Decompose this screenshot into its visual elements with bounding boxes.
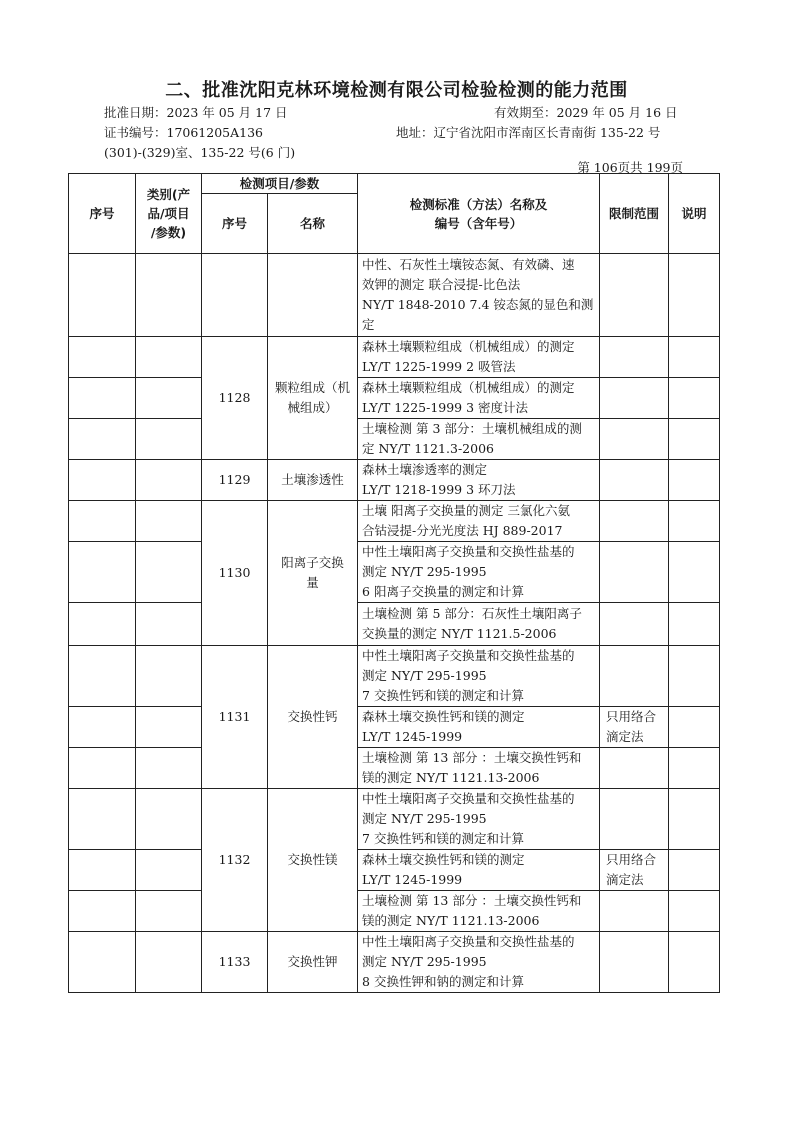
note-cell xyxy=(669,378,720,419)
standard-line: 土壤检测 第 13 部分 ：土壤交换性钙和 xyxy=(362,750,582,765)
table-row xyxy=(69,542,720,603)
col-header-standard-line: 编号（含年号） xyxy=(434,215,523,231)
limit-line: 滴定法 xyxy=(606,872,644,887)
note-cell xyxy=(669,707,720,748)
note-cell xyxy=(669,748,720,789)
category-cell xyxy=(136,748,202,789)
category-cell xyxy=(136,501,202,542)
item-seq-cell: 1133 xyxy=(202,932,268,993)
seq-cell xyxy=(69,850,136,891)
standard-line: LY/T 1225-1999 3 密度计法 xyxy=(362,400,529,415)
standard-line: 合钴浸提-分光光度法 HJ 889-2017 xyxy=(362,523,563,538)
col-header-note: 说明 xyxy=(669,174,720,254)
note-cell xyxy=(669,850,720,891)
seq-cell xyxy=(69,419,136,460)
col-header-standard-line: 检测标准（方法）名称及 xyxy=(409,196,548,212)
standard-line: 测定 NY/T 295-1995 xyxy=(362,564,487,579)
category-cell xyxy=(136,646,202,707)
limit-cell xyxy=(600,646,669,707)
seq-cell xyxy=(69,789,136,850)
limit-line: 只用络合 xyxy=(606,709,657,724)
note-cell xyxy=(669,254,720,337)
limit-cell xyxy=(600,891,669,932)
limit-line: 滴定法 xyxy=(606,729,644,744)
limit-cell xyxy=(600,419,669,460)
col-header-category-line: 品/项目 xyxy=(147,206,190,221)
standard-line: 森林土壤交换性钙和镁的测定 xyxy=(362,709,525,724)
limit-cell xyxy=(600,789,669,850)
note-cell xyxy=(669,460,720,501)
standard-line: 土壤检测 第 5 部分：石灰性土壤阳离子 xyxy=(362,606,582,621)
standard-cell xyxy=(358,748,600,789)
note-cell xyxy=(669,932,720,993)
standard-line: 7 交换性钙和镁的测定和计算 xyxy=(362,831,524,846)
category-cell xyxy=(136,603,202,646)
item-name-cell xyxy=(268,254,358,337)
standard-line: 测定 NY/T 295-1995 xyxy=(362,668,487,683)
standard-cell xyxy=(358,646,600,707)
table-row xyxy=(69,254,720,337)
standard-line: 土壤检测 第 13 部分 ：土壤交换性钙和 xyxy=(362,893,582,908)
col-header-item-seq: 序号 xyxy=(202,194,268,254)
col-header-category-line: 类别(产 xyxy=(146,187,191,202)
valid-until: 有效期至：2029 年 05 月 16 日 xyxy=(494,105,678,120)
standard-cell xyxy=(358,932,600,993)
category-cell xyxy=(136,460,202,501)
standard-line: 效钾的测定 联合浸提-比色法 xyxy=(362,277,521,292)
note-cell xyxy=(669,646,720,707)
note-cell xyxy=(669,789,720,850)
standard-cell xyxy=(358,501,600,542)
note-cell xyxy=(669,419,720,460)
table-row xyxy=(69,501,720,542)
table-row xyxy=(69,748,720,789)
page-number: 第 106页共 199页 xyxy=(577,160,683,175)
item-seq-cell: 1132 xyxy=(202,789,268,932)
standard-line: 森林土壤颗粒组成（机械组成）的测定 xyxy=(362,339,575,354)
standard-line: 森林土壤渗透率的测定 xyxy=(362,462,488,477)
standard-line: 镁的测定 NY/T 1121.13-2006 xyxy=(362,770,540,785)
capability-table xyxy=(68,173,720,993)
seq-cell xyxy=(69,337,136,378)
col-header-standard xyxy=(358,174,600,254)
category-cell xyxy=(136,337,202,378)
table-header-row xyxy=(69,174,720,194)
standard-line: NY/T 1848-2010 7.4 铵态氮的显色和测 xyxy=(362,297,594,312)
seq-cell xyxy=(69,254,136,337)
standard-line: 镁的测定 NY/T 1121.13-2006 xyxy=(362,913,540,928)
item-name-line: 阳离子交换 xyxy=(281,555,344,570)
standard-line: LY/T 1245-1999 xyxy=(362,872,463,887)
category-cell xyxy=(136,932,202,993)
limit-cell xyxy=(600,707,669,748)
standard-line: 7 交换性钙和镁的测定和计算 xyxy=(362,688,524,703)
category-cell xyxy=(136,891,202,932)
standard-line: 测定 NY/T 295-1995 xyxy=(362,811,487,826)
item-name-line: 械组成） xyxy=(287,400,338,415)
col-header-limit: 限制范围 xyxy=(600,174,669,254)
table-row xyxy=(69,707,720,748)
category-cell xyxy=(136,707,202,748)
limit-cell xyxy=(600,603,669,646)
col-header-seq: 序号 xyxy=(69,174,136,254)
standard-line: 6 阳离子交换量的测定和计算 xyxy=(362,584,524,599)
table-row xyxy=(69,337,720,378)
seq-cell xyxy=(69,748,136,789)
seq-cell xyxy=(69,603,136,646)
note-cell xyxy=(669,603,720,646)
item-name-cell: 土壤渗透性 xyxy=(268,460,358,501)
item-name-cell xyxy=(268,337,358,460)
certificate-number: 证书编号：17061205A136 xyxy=(104,125,264,140)
table-row xyxy=(69,603,720,646)
col-header-item-name: 名称 xyxy=(268,194,358,254)
standard-line: 8 交换性钾和钠的测定和计算 xyxy=(362,974,524,989)
standard-cell xyxy=(358,254,600,337)
standard-cell xyxy=(358,419,600,460)
note-cell xyxy=(669,501,720,542)
limit-cell xyxy=(600,932,669,993)
item-name-cell: 交换性钾 xyxy=(268,932,358,993)
category-cell xyxy=(136,419,202,460)
standard-line: 中性土壤阳离子交换量和交换性盐基的 xyxy=(362,791,575,806)
category-cell xyxy=(136,542,202,603)
item-seq-cell: 1131 xyxy=(202,646,268,789)
table-row xyxy=(69,419,720,460)
limit-cell xyxy=(600,337,669,378)
standard-line: 土壤检测 第 3 部分：土壤机械组成的测 xyxy=(362,421,582,436)
item-name-line: 量 xyxy=(306,575,319,590)
col-header-items-group: 检测项目/参数 xyxy=(202,174,358,194)
table-row xyxy=(69,378,720,419)
limit-cell xyxy=(600,748,669,789)
table-row xyxy=(69,850,720,891)
standard-line: LY/T 1218-1999 3 环刀法 xyxy=(362,482,516,497)
item-name-cell xyxy=(268,501,358,646)
seq-cell xyxy=(69,707,136,748)
category-cell xyxy=(136,850,202,891)
limit-cell xyxy=(600,501,669,542)
seq-cell xyxy=(69,932,136,993)
standard-line: 土壤 阳离子交换量的测定 三氯化六氨 xyxy=(362,503,570,518)
page-title: 二、批准沈阳克林环境检测有限公司检验检测的能力范围 xyxy=(165,80,628,101)
note-cell xyxy=(669,337,720,378)
table-row xyxy=(69,932,720,993)
seq-cell xyxy=(69,378,136,419)
col-header-category-line: /参数) xyxy=(150,225,187,240)
table-row xyxy=(69,891,720,932)
seq-cell xyxy=(69,646,136,707)
standard-line: 定 NY/T 1121.3-2006 xyxy=(362,441,494,456)
standard-line: 中性土壤阳离子交换量和交换性盐基的 xyxy=(362,544,575,559)
approval-date: 批准日期：2023 年 05 月 17 日 xyxy=(104,105,288,120)
standard-cell xyxy=(358,707,600,748)
standard-cell xyxy=(358,603,600,646)
standard-line: 交换量的测定 NY/T 1121.5-2006 xyxy=(362,626,557,641)
standard-cell xyxy=(358,891,600,932)
note-cell xyxy=(669,542,720,603)
standard-line: 森林土壤交换性钙和镁的测定 xyxy=(362,852,525,867)
standard-cell xyxy=(358,850,600,891)
limit-line: 只用络合 xyxy=(606,852,657,867)
item-seq-cell: 1128 xyxy=(202,337,268,460)
category-cell xyxy=(136,378,202,419)
standard-cell xyxy=(358,378,600,419)
table-row xyxy=(69,460,720,501)
standard-line: 测定 NY/T 295-1995 xyxy=(362,954,487,969)
standard-line: 定 xyxy=(362,317,375,332)
note-cell xyxy=(669,891,720,932)
limit-cell xyxy=(600,378,669,419)
standard-line: LY/T 1225-1999 2 吸管法 xyxy=(362,359,516,374)
seq-cell xyxy=(69,891,136,932)
limit-cell xyxy=(600,254,669,337)
table-row xyxy=(69,789,720,850)
standard-line: 中性土壤阳离子交换量和交换性盐基的 xyxy=(362,648,575,663)
standard-line: 中性、石灰性土壤铵态氮、有效磷、速 xyxy=(362,257,575,272)
col-header-category xyxy=(136,174,202,254)
standard-line: LY/T 1245-1999 xyxy=(362,729,463,744)
seq-cell xyxy=(69,542,136,603)
standard-cell xyxy=(358,337,600,378)
category-cell xyxy=(136,789,202,850)
item-name-cell: 交换性钙 xyxy=(268,646,358,789)
standard-cell xyxy=(358,460,600,501)
category-cell xyxy=(136,254,202,337)
standard-cell xyxy=(358,789,600,850)
standard-line: 中性土壤阳离子交换量和交换性盐基的 xyxy=(362,934,575,949)
standard-line: 森林土壤颗粒组成（机械组成）的测定 xyxy=(362,380,575,395)
seq-cell xyxy=(69,501,136,542)
item-seq-cell: 1129 xyxy=(202,460,268,501)
item-seq-cell: 1130 xyxy=(202,501,268,646)
table-row xyxy=(69,646,720,707)
seq-cell xyxy=(69,460,136,501)
address-continued: (301)-(329)室、135-22 号(6 门) xyxy=(104,145,296,160)
limit-cell xyxy=(600,850,669,891)
limit-cell xyxy=(600,460,669,501)
item-name-cell: 交换性镁 xyxy=(268,789,358,932)
address: 地址：辽宁省沈阳市浑南区长青南街 135-22 号 xyxy=(396,125,661,140)
item-name-line: 颗粒组成（机 xyxy=(275,380,351,395)
limit-cell xyxy=(600,542,669,603)
item-seq-cell xyxy=(202,254,268,337)
standard-cell xyxy=(358,542,600,603)
